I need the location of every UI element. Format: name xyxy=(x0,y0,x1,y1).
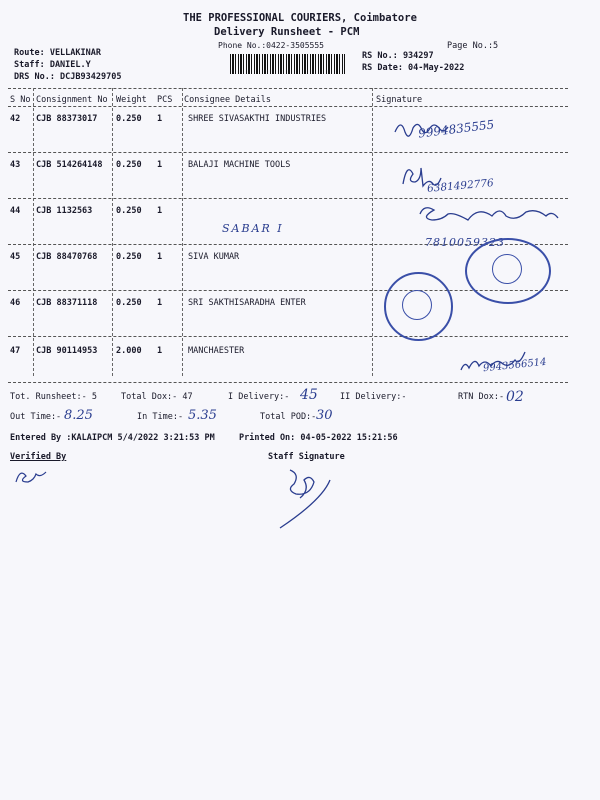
row-consignee: SHREE SIVASAKTHI INDUSTRIES xyxy=(188,114,327,124)
row-consignment: CJB 88371118 xyxy=(36,298,98,308)
row-consignment: CJB 1132563 xyxy=(36,206,93,216)
stamp-inner-right xyxy=(492,254,522,284)
row-consignment: CJB 88470768 xyxy=(36,252,98,262)
verifier-signature xyxy=(12,464,52,488)
row-consignment: CJB 514264148 xyxy=(36,160,103,170)
row-consignee: BALAJI MACHINE TOOLS xyxy=(188,160,291,170)
row-consignee: SRI SAKTHISARADHA ENTER xyxy=(188,298,306,308)
row-sno: 47 xyxy=(10,346,21,356)
row-pcs: 1 xyxy=(157,346,163,356)
staff-signature xyxy=(270,460,400,530)
document-title: Delivery Runsheet - PCM xyxy=(214,26,360,38)
row-consignment: CJB 90114953 xyxy=(36,346,98,356)
barcode xyxy=(230,54,345,74)
total-runsheet: Tot. Runsheet:- 5 xyxy=(10,392,97,402)
total-pod-label: Total POD:- xyxy=(260,412,317,422)
staff: Staff: DANIEL.Y xyxy=(14,60,91,70)
sig42-phone: 9994835555 xyxy=(417,117,495,141)
col-sno: S No xyxy=(10,95,31,105)
row-pcs: 1 xyxy=(157,114,163,124)
printed-on: Printed On: 04-05-2022 15:21:56 xyxy=(239,433,398,443)
col-consignment: Consignment No xyxy=(36,95,108,105)
ii-delivery-label: II Delivery:- xyxy=(340,392,407,402)
row-pcs: 1 xyxy=(157,252,163,262)
col-weight: Weight xyxy=(116,95,147,105)
phone-number: Phone No.:0422-3505555 xyxy=(218,41,324,50)
row44-name: SABAR I xyxy=(222,222,284,235)
row-weight: 0.250 xyxy=(116,160,142,170)
total-pod-value: 30 xyxy=(316,408,333,423)
in-time-value: 5.35 xyxy=(188,408,217,423)
drs-number: DRS No.: DCJB93429705 xyxy=(14,72,122,82)
row-weight: 2.000 xyxy=(116,346,142,356)
row-weight: 0.250 xyxy=(116,206,142,216)
row-sno: 46 xyxy=(10,298,21,308)
row-consignment: CJB 88373017 xyxy=(36,114,98,124)
row-weight: 0.250 xyxy=(116,298,142,308)
row-pcs: 1 xyxy=(157,298,163,308)
rs-number: RS No.: 934297 xyxy=(362,51,434,61)
verified-by: Verified By xyxy=(10,452,67,462)
sig44-phone: 7810059323 xyxy=(425,236,505,249)
staff-signature-label: Staff Signature xyxy=(268,452,345,462)
sig43-phone: 6381492776 xyxy=(426,177,495,195)
row-sno: 44 xyxy=(10,206,21,216)
col-signature: Signature xyxy=(376,95,423,105)
row-weight: 0.250 xyxy=(116,252,142,262)
route: Route: VELLAKINAR xyxy=(14,48,101,58)
stamp-inner-left xyxy=(402,290,432,320)
rtn-dox-value: 02 xyxy=(506,389,524,405)
rs-date: RS Date: 04-May-2022 xyxy=(362,63,465,73)
entered-by: Entered By :KALAIPCM 5/4/2022 3:21:53 PM xyxy=(10,433,215,443)
signature-row-44 xyxy=(410,198,585,238)
total-dox: Total Dox:- 47 xyxy=(121,392,193,402)
sig47-phone: 9943566514 xyxy=(482,356,548,375)
i-delivery-label: I Delivery:- xyxy=(228,392,290,402)
row-sno: 43 xyxy=(10,160,21,170)
row-consignee: MANCHAESTER xyxy=(188,346,245,356)
row-sno: 42 xyxy=(10,114,21,124)
in-time-label: In Time:- xyxy=(137,412,184,422)
out-time-label: Out Time:- xyxy=(10,412,62,422)
company-name: THE PROFESSIONAL COURIERS, Coimbatore xyxy=(183,12,417,24)
row-pcs: 1 xyxy=(157,206,163,216)
out-time-value: 8.25 xyxy=(64,408,93,423)
row-weight: 0.250 xyxy=(116,114,142,124)
page-number: Page No.:5 xyxy=(447,41,499,51)
col-pcs: PCS xyxy=(157,95,173,105)
rtn-dox-label: RTN Dox:- xyxy=(458,392,505,402)
row-sno: 45 xyxy=(10,252,21,262)
col-consignee: Consignee Details xyxy=(184,95,271,105)
i-delivery-value: 45 xyxy=(300,387,318,403)
row-pcs: 1 xyxy=(157,160,163,170)
row-consignee: SIVA KUMAR xyxy=(188,252,240,262)
